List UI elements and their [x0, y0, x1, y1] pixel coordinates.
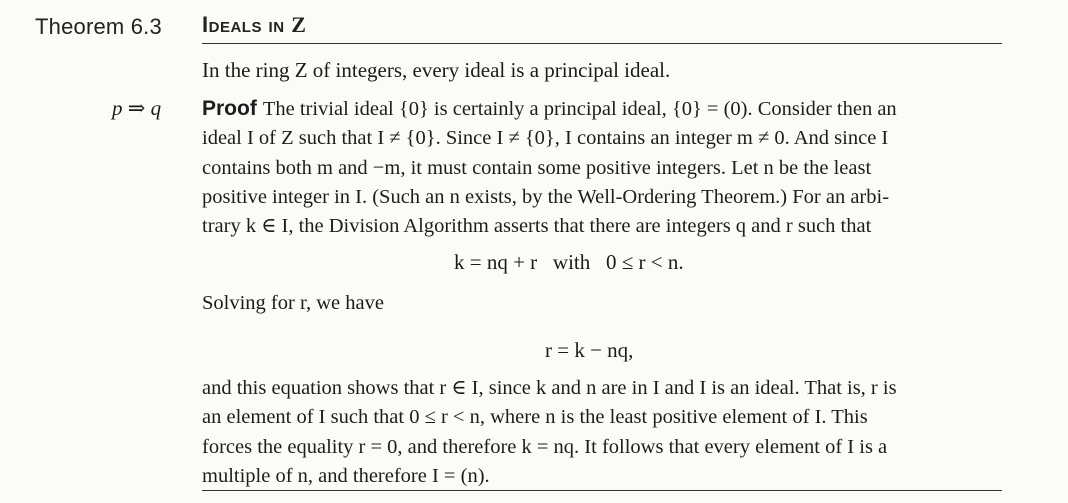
proof-line: contains both m and −m, it must contain some positive integers. Let n be the least — [202, 156, 872, 179]
theorem-title — [202, 12, 306, 38]
conclusion-line: an element of I such that 0 ≤ r < n, where n is the least positive element of I. This — [202, 406, 868, 429]
conclusion-line: and this equation shows that r ∈ I, since k and n are in I and I is an ideal. That is, r is — [202, 377, 897, 399]
title-rule — [202, 43, 1002, 44]
theorem-title-text: Ideals in — [202, 12, 292, 37]
theorem-statement: In the ring Z of integers, every ideal is a principal ideal. — [202, 58, 671, 82]
conclusion-paragraph — [202, 374, 1012, 491]
conclusion-line: forces the equality r = 0, and therefore k = nq. It follows that every element of I is a — [202, 435, 888, 458]
conclusion-line: multiple of n, and therefore I = (n). — [202, 464, 490, 487]
proof-line: positive integer in I. (Such an n exists, by the Well-Ordering Theorem.) For an arbi- — [202, 185, 890, 208]
solving-text: Solving for r, we have — [202, 292, 384, 314]
implication-margin-label: p ⇒ q — [112, 96, 162, 120]
proof-paragraph — [202, 94, 1012, 241]
proof-line: trary k ∈ I, the Division Algorithm asserts that there are integers q and r such that — [202, 215, 872, 238]
proof-line: ideal I of Z such that I ≠ {0}. Since I ≠ {0}, I contains an integer m ≠ 0. And since I — [202, 127, 889, 150]
remainder-equation: r = k − nq, — [545, 338, 634, 362]
theorem-label: Theorem 6.3 — [35, 14, 162, 39]
proof-line-text: The trivial ideal {0} is certainly a principal ideal, {0} = (0). Consider then an — [262, 98, 897, 120]
division-equation: k = nq + r with 0 ≤ r < n. — [454, 250, 684, 274]
theorem-title-symbol: Z — [291, 12, 307, 37]
proof-line — [202, 94, 1012, 124]
proof-label: Proof — [202, 97, 257, 120]
bottom-rule — [202, 490, 1002, 491]
